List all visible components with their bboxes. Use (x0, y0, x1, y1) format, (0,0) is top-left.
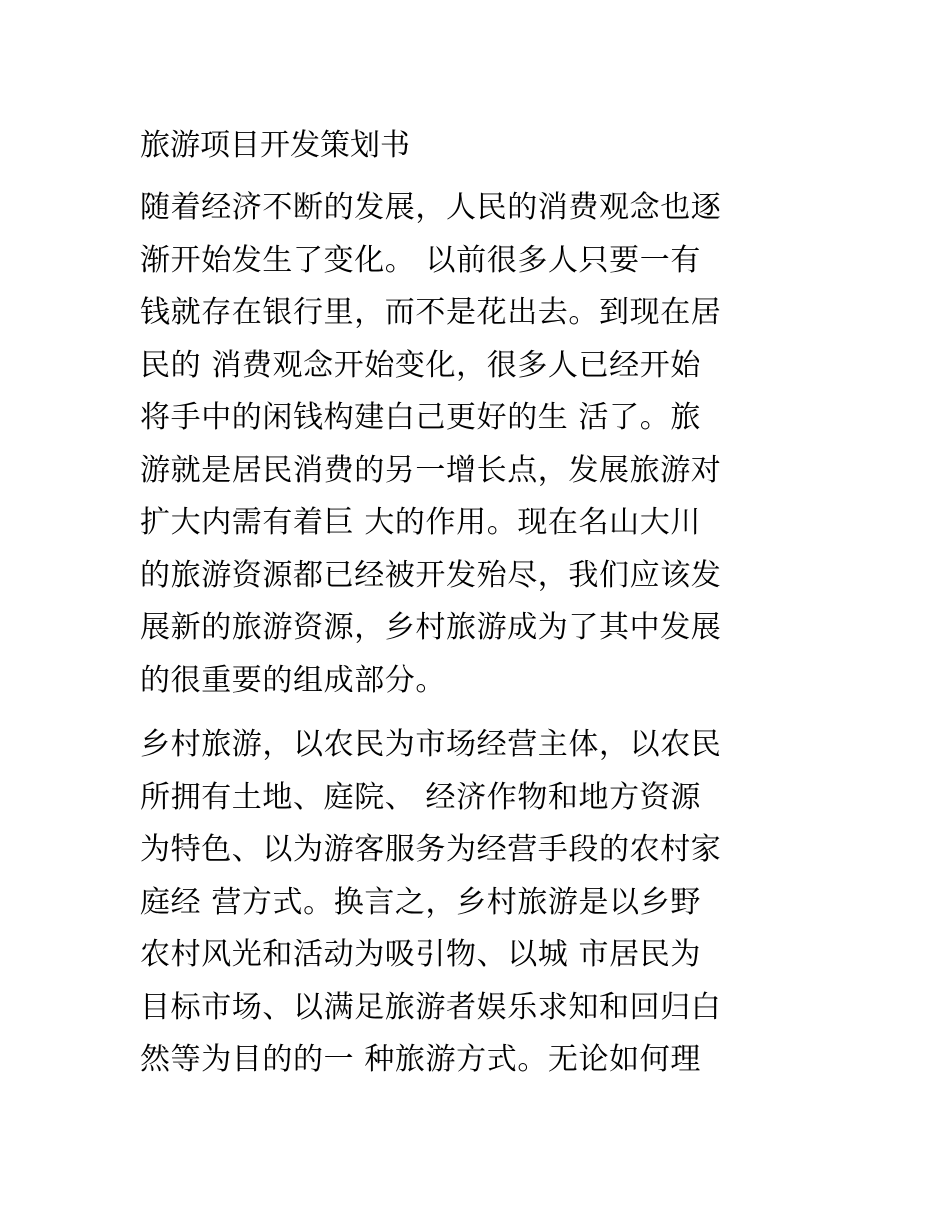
text-line: 游就是居民消费的另一增长点，发展旅游对 (140, 452, 722, 488)
document-body (140, 120, 805, 1099)
text-line: 扩大内需有着巨 大的作用。现在名山大川 (140, 505, 701, 540)
text-line: 渐开始发生了变化。 以前很多人只要一有 (140, 242, 701, 278)
paragraph-rural-tourism (140, 719, 805, 1087)
text-line: 的很重要的组成部分。 (140, 662, 446, 698)
text-line: 乡村旅游，以农民为市场经营主体，以农民 (140, 727, 722, 762)
text-line: 民的 消费观念开始变化，很多人已经开始 (140, 347, 701, 383)
text-line: 农村风光和活动为吸引物、以城 市居民为 (140, 937, 701, 972)
text-line: 将手中的闲钱构建白己更好的生 活了。旅 (140, 400, 701, 435)
text-line: 所拥有土地、庭院、 经济作物和地方资源 (140, 779, 701, 815)
text-line: 钱就存在银行里，而不是花出去。到现在居 (140, 295, 722, 330)
text-line: 展新的旅游资源，乡村旅游成为了其中发展 (140, 610, 722, 645)
text-line: 为特色、以为游客服务为经营手段的农村家 (140, 832, 722, 867)
text-line: 然等为目的的一 种旅游方式。无论如何理 (140, 1042, 701, 1077)
text-line: 目标市场、以满足旅游者娱乐求知和回归白 (140, 989, 722, 1025)
text-line: 随着经济不断的发展，人民的消费观念也逐 (140, 190, 722, 225)
text-line: 庭经 营方式。换言之，乡村旅游是以乡野 (140, 884, 701, 920)
text-line: 的旅游资源都已经被开发殆尽，我们应该发 (140, 557, 722, 593)
document-title: 旅游项目开发策划书 (140, 128, 410, 163)
paragraph-intro (140, 182, 805, 707)
